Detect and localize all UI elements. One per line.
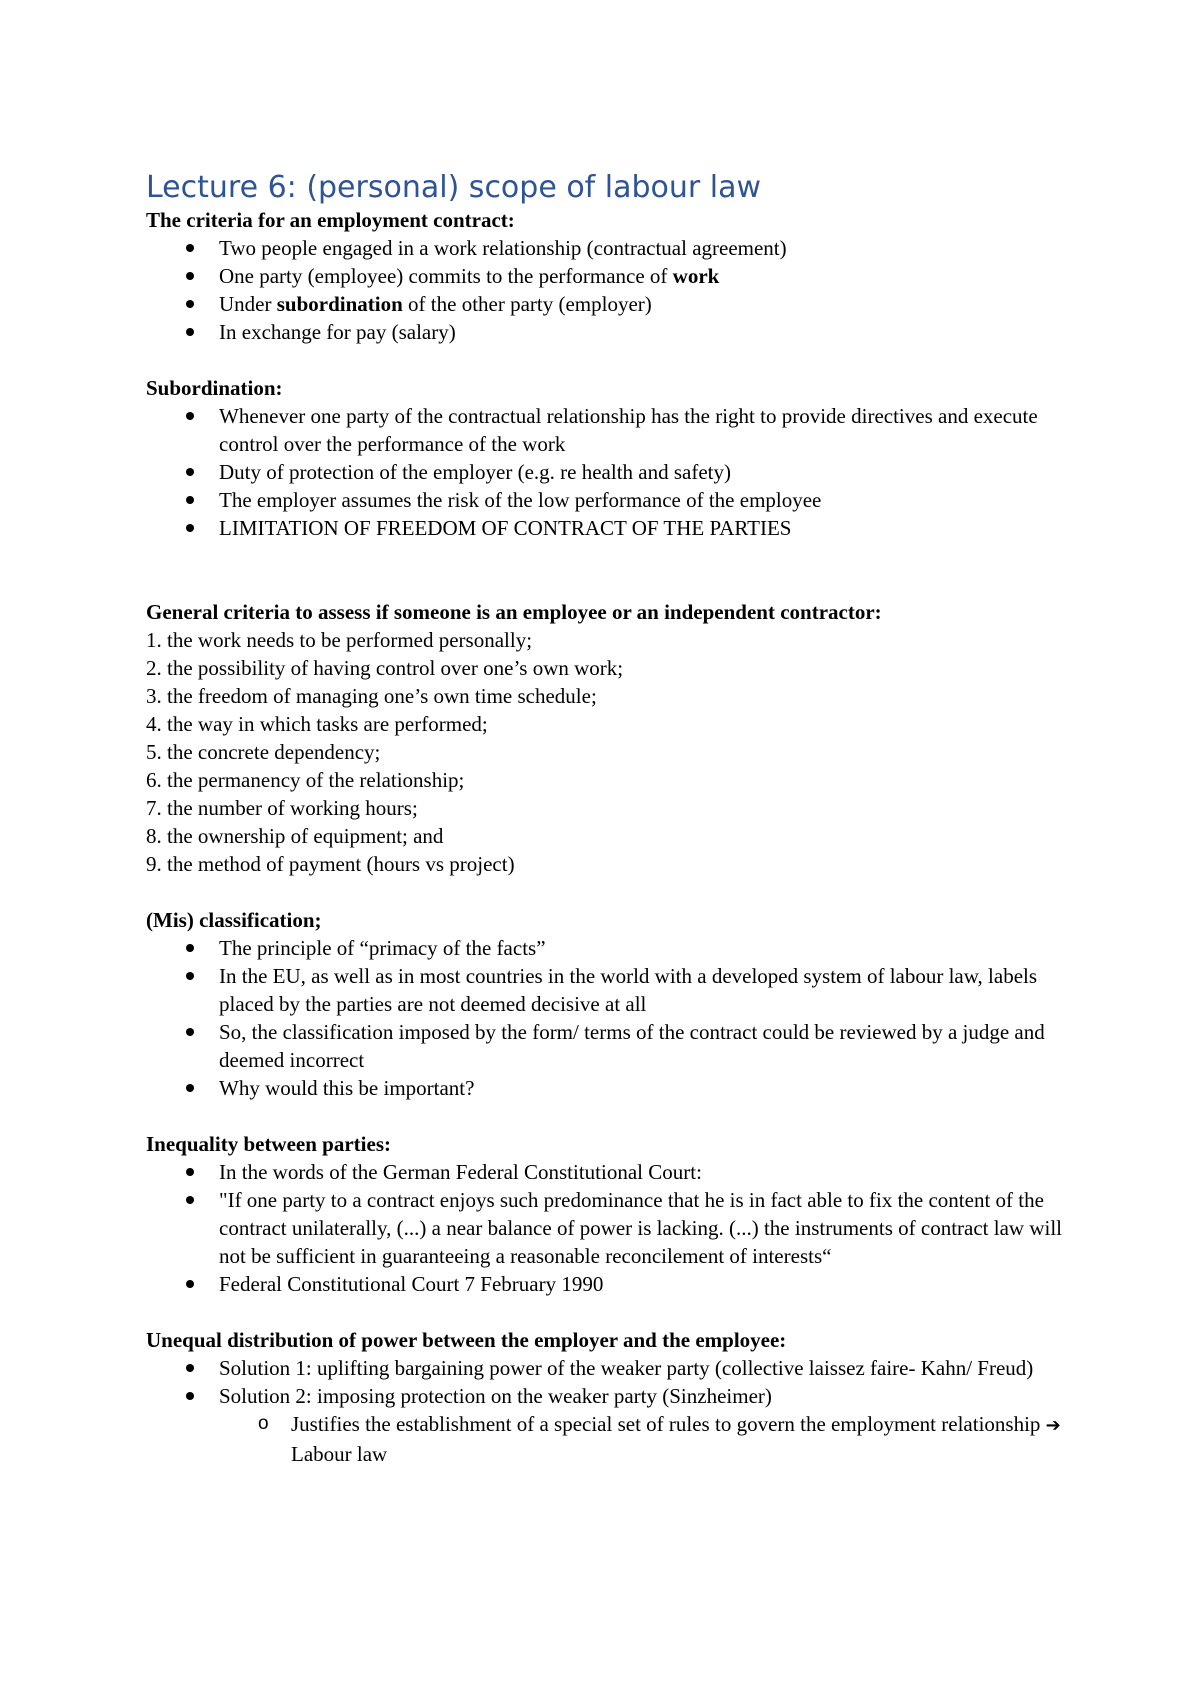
list-item: 5. the concrete dependency;: [146, 740, 381, 764]
general-criteria-heading: General criteria to assess if someone is an employee or an independent contractor:: [146, 600, 882, 624]
circle-bullet-icon: o: [258, 1413, 269, 1434]
list-item: So, the classification imposed by the form/ terms of the contract could be reviewed by a judge and deemed incorrect: [146, 1018, 1086, 1074]
page-title: Lecture 6: (personal) scope of labour law: [146, 170, 762, 205]
list-item: Two people engaged in a work relationship (contractual agreement): [146, 234, 1086, 262]
list-item: In the EU, as well as in most countries in the world with a developed system of labour law, labels placed by the parties are not deemed decisive at all: [146, 962, 1086, 1018]
general-criteria-list: [146, 626, 1086, 878]
unequal-power-list: [146, 1354, 1086, 1410]
list-item: 7. the number of working hours;: [146, 796, 418, 820]
list-item: 8. the ownership of equipment; and: [146, 824, 444, 848]
list-item: 6. the permanency of the relationship;: [146, 768, 465, 792]
unequal-power-sublist: [146, 1410, 1086, 1468]
list-item: Under subordination of the other party (employer): [146, 290, 1086, 318]
list-item: 1. the work needs to be performed personally;: [146, 628, 533, 652]
list-item: Whenever one party of the contractual relationship has the right to provide directives and execute control over the performance of the work: [146, 402, 1086, 458]
list-item: LIMITATION OF FREEDOM OF CONTRACT OF THE PARTIES: [146, 514, 1086, 542]
list-item: In exchange for pay (salary): [146, 318, 1086, 346]
misclassification-list: [146, 934, 1086, 1102]
unequal-power-heading: Unequal distribution of power between the employer and the employee:: [146, 1328, 787, 1352]
misclassification-heading: (Mis) classification;: [146, 908, 322, 932]
list-item: One party (employee) commits to the performance of work: [146, 262, 1086, 290]
subordination-heading: Subordination:: [146, 376, 283, 400]
list-item: The principle of “primacy of the facts”: [146, 934, 1086, 962]
inequality-heading: Inequality between parties:: [146, 1132, 391, 1156]
list-item: 2. the possibility of having control over one’s own work;: [146, 656, 624, 680]
bold-term-subordination: subordination: [276, 292, 403, 316]
criteria-list: [146, 234, 1086, 346]
list-item: Solution 2: imposing protection on the weaker party (Sinzheimer): [146, 1382, 1086, 1410]
sub-list-item: o Justifies the establishment of a special set of rules to govern the employment relationship ➔ Labour law: [258, 1412, 1061, 1466]
criteria-heading: The criteria for an employment contract:: [146, 208, 515, 232]
inequality-list: [146, 1158, 1086, 1298]
list-item: In the words of the German Federal Constitutional Court:: [146, 1158, 1086, 1186]
subordination-list: [146, 402, 1086, 542]
list-item: "If one party to a contract enjoys such predominance that he is in fact able to fix the content of the contract unilaterally, (...) a near balance of power is lacking. (...) the instruments of contract law will not be sufficient in guaranteeing a reasonable reconcilement of interests“: [146, 1186, 1086, 1270]
list-item: Why would this be important?: [146, 1074, 1086, 1102]
list-item: 9. the method of payment (hours vs project): [146, 852, 515, 876]
list-item: 4. the way in which tasks are performed;: [146, 712, 488, 736]
document-content: [146, 168, 1086, 1468]
right-arrow-icon: ➔: [1045, 1415, 1061, 1436]
list-item: Solution 1: uplifting bargaining power of the weaker party (collective laissez faire- Kahn/ Freud): [146, 1354, 1086, 1382]
list-item: The employer assumes the risk of the low performance of the employee: [146, 486, 1086, 514]
list-item: Federal Constitutional Court 7 February 1990: [146, 1270, 1086, 1298]
bold-term-work: work: [672, 264, 720, 288]
list-item: 3. the freedom of managing one’s own time schedule;: [146, 684, 597, 708]
list-item: Duty of protection of the employer (e.g. re health and safety): [146, 458, 1086, 486]
